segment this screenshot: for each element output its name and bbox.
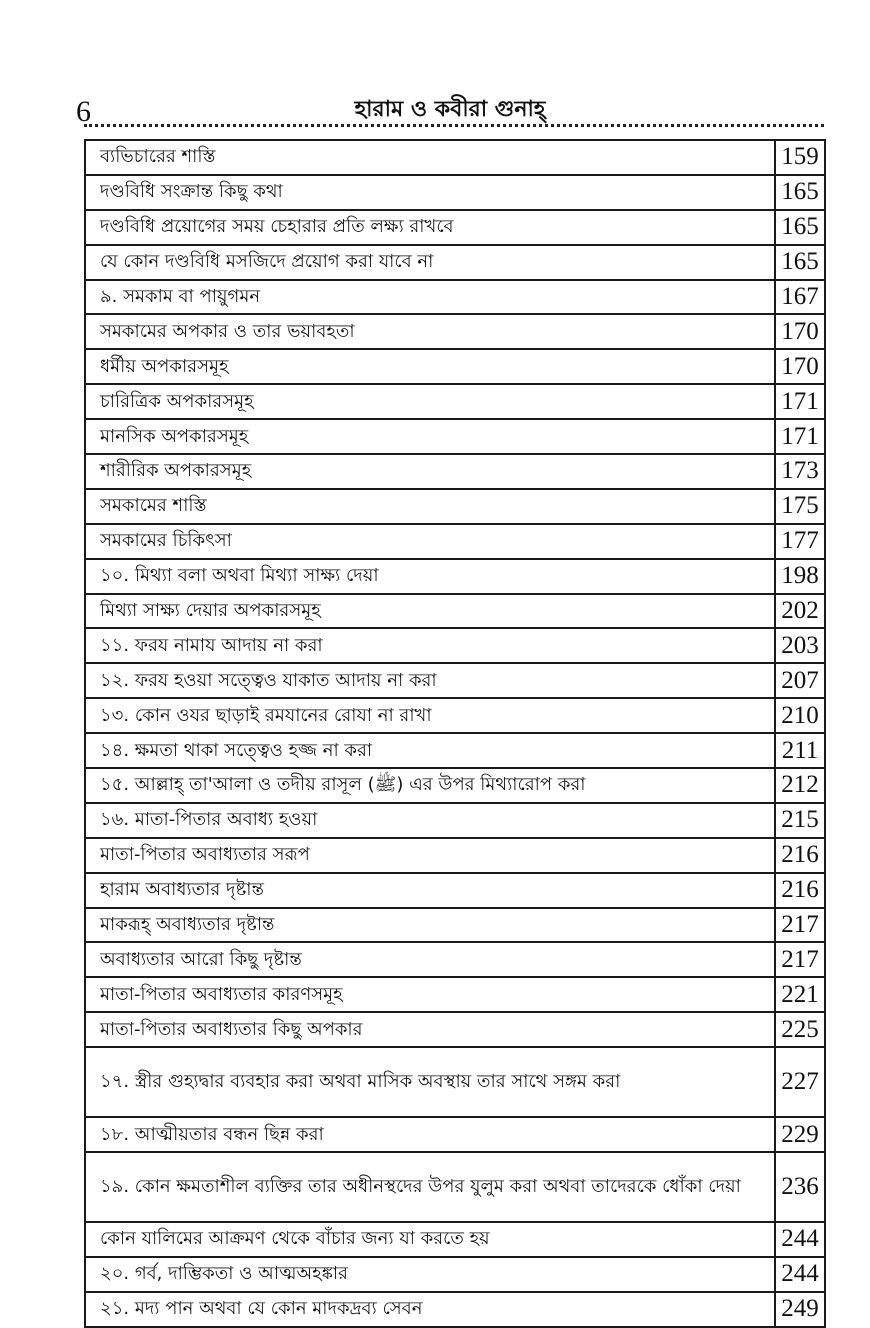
toc-entry-title: মিথ্যা সাক্ষ্য দেয়ার অপকারসমূহ [85, 594, 775, 629]
toc-entry-page: 165 [775, 175, 825, 210]
toc-entry-page: 171 [775, 419, 825, 454]
toc-entry-page: 165 [775, 245, 825, 280]
toc-row [85, 1117, 825, 1152]
toc-row [85, 663, 825, 698]
toc-row [85, 733, 825, 768]
toc-entry-title: কোন যালিমের আক্রমণ থেকে বাঁচার জন্য যা করতে হয় [85, 1222, 775, 1257]
toc-entry-page: 212 [775, 768, 825, 803]
toc-entry-title: চারিত্রিক অপকারসমূহ [85, 384, 775, 419]
toc-entry-title: মাতা-পিতার অবাধ্যতার কিছু অপকার [85, 1012, 775, 1047]
toc-row [85, 698, 825, 733]
toc-row [85, 454, 825, 489]
toc-entry-page: 198 [775, 559, 825, 594]
toc-entry-page: 217 [775, 908, 825, 943]
toc-row [85, 1222, 825, 1257]
toc-entry-page: 227 [775, 1047, 825, 1117]
running-title: হারাম ও কবীরা গুনাহ্ [354, 97, 546, 122]
toc-entry-page: 229 [775, 1117, 825, 1152]
toc-row [85, 594, 825, 629]
toc-entry-title: হারাম অবাধ্যতার দৃষ্টান্ত [85, 873, 775, 908]
table-of-contents [84, 139, 826, 1328]
toc-entry-page: 217 [775, 942, 825, 977]
toc-row [85, 140, 825, 175]
toc-entry-title: ১৭. স্ত্রীর গুহ্যদ্বার ব্যবহার করা অথবা মাসিক অবস্থায় তার সাথে সঙ্গম করা [85, 1047, 775, 1117]
toc-row [85, 1257, 825, 1292]
toc-entry-page: 236 [775, 1152, 825, 1222]
toc-entry-title: মানসিক অপকারসমূহ [85, 419, 775, 454]
toc-entry-title: যে কোন দণ্ডবিধি মসজিদে প্রয়োগ করা যাবে না [85, 245, 775, 280]
toc-entry-title: ধর্মীয় অপকারসমূহ [85, 349, 775, 384]
toc-row [85, 942, 825, 977]
toc-entry-title: দণ্ডবিধি প্রয়োগের সময় চেহারার প্রতি লক্ষ্য রাখবে [85, 210, 775, 245]
toc-row [85, 838, 825, 873]
toc-entry-page: 171 [775, 384, 825, 419]
toc-entry-page: 170 [775, 349, 825, 384]
toc-entry-title: ১৫. আল্লাহ্ তা'আলা ও তদীয় রাসূল (ﷺ) এর উপর মিথ্যারোপ করা [85, 768, 775, 803]
toc-entry-title: ১০. মিথ্যা বলা অথবা মিথ্যা সাক্ষ্য দেয়া [85, 559, 775, 594]
toc-entry-page: 221 [775, 977, 825, 1012]
toc-entry-title: মাকরূহ্ অবাধ্যতার দৃষ্টান্ত [85, 908, 775, 943]
toc-row [85, 524, 825, 559]
toc-entry-title: ২১. মদ্য পান অথবা যে কোন মাদকদ্রব্য সেবন [85, 1292, 775, 1327]
toc-row [85, 349, 825, 384]
toc-row [85, 280, 825, 315]
toc-row [85, 489, 825, 524]
toc-entry-page: 159 [775, 140, 825, 175]
toc-entry-title: শারীরিক অপকারসমূহ [85, 454, 775, 489]
toc-entry-page: 177 [775, 524, 825, 559]
header-dotted-rule [84, 124, 824, 127]
toc-entry-title: ১৩. কোন ওযর ছাড়াই রমযানের রোযা না রাখা [85, 698, 775, 733]
toc-entry-page: 215 [775, 803, 825, 838]
toc-row [85, 245, 825, 280]
toc-entry-page: 207 [775, 663, 825, 698]
toc-entry-title: মাতা-পিতার অবাধ্যতার সরূপ [85, 838, 775, 873]
toc-entry-page: 175 [775, 489, 825, 524]
toc-entry-page: 225 [775, 1012, 825, 1047]
toc-entry-page: 216 [775, 873, 825, 908]
toc-entry-page: 165 [775, 210, 825, 245]
toc-row [85, 384, 825, 419]
toc-row [85, 768, 825, 803]
toc-row [85, 908, 825, 943]
toc-entry-title: ১৮. আত্মীয়তার বন্ধন ছিন্ন করা [85, 1117, 775, 1152]
toc-row [85, 873, 825, 908]
toc-entry-page: 170 [775, 314, 825, 349]
toc-entry-title: সমকামের অপকার ও তার ভয়াবহতা [85, 314, 775, 349]
toc-entry-title: ৯. সমকাম বা পায়ুগমন [85, 280, 775, 315]
toc-row [85, 419, 825, 454]
toc-entry-title: ব্যভিচারের শাস্তি [85, 140, 775, 175]
toc-entry-page: 167 [775, 280, 825, 315]
toc-body [85, 140, 825, 1327]
toc-row [85, 1012, 825, 1047]
toc-row [85, 175, 825, 210]
toc-entry-page: 244 [775, 1257, 825, 1292]
toc-entry-title: ২০. গর্ব, দাম্ভিকতা ও আত্মঅহঙ্কার [85, 1257, 775, 1292]
toc-entry-page: 216 [775, 838, 825, 873]
toc-entry-page: 244 [775, 1222, 825, 1257]
toc-row [85, 628, 825, 663]
toc-entry-title: ১২. ফরয হওয়া সত্ত্বেও যাকাত আদায় না করা [85, 663, 775, 698]
toc-entry-page: 203 [775, 628, 825, 663]
toc-row [85, 977, 825, 1012]
toc-entry-title: দণ্ডবিধি সংক্রান্ত কিছু কথা [85, 175, 775, 210]
toc-row [85, 1292, 825, 1327]
toc-row [85, 803, 825, 838]
toc-entry-title: মাতা-পিতার অবাধ্যতার কারণসমূহ [85, 977, 775, 1012]
toc-entry-title: ১৬. মাতা-পিতার অবাধ্য হওয়া [85, 803, 775, 838]
toc-entry-title: ১১. ফরয নামায আদায় না করা [85, 628, 775, 663]
toc-entry-title: ১৪. ক্ষমতা থাকা সত্ত্বেও হজ্জ না করা [85, 733, 775, 768]
toc-entry-page: 173 [775, 454, 825, 489]
toc-entry-title: অবাধ্যতার আরো কিছু দৃষ্টান্ত [85, 942, 775, 977]
toc-entry-title: ১৯. কোন ক্ষমতাশীল ব্যক্তির তার অধীনস্থদের উপর যুলুম করা অথবা তাদেরকে ধোঁকা দেয়া [85, 1152, 775, 1222]
toc-row [85, 559, 825, 594]
toc-row [85, 314, 825, 349]
toc-entry-page: 249 [775, 1292, 825, 1327]
toc-row [85, 210, 825, 245]
toc-entry-page: 211 [775, 733, 825, 768]
page-number: 6 [76, 95, 91, 128]
toc-row [85, 1152, 825, 1222]
toc-entry-title: সমকামের শাস্তি [85, 489, 775, 524]
toc-entry-page: 202 [775, 594, 825, 629]
toc-entry-title: সমকামের চিকিৎসা [85, 524, 775, 559]
toc-row [85, 1047, 825, 1117]
toc-entry-page: 210 [775, 698, 825, 733]
